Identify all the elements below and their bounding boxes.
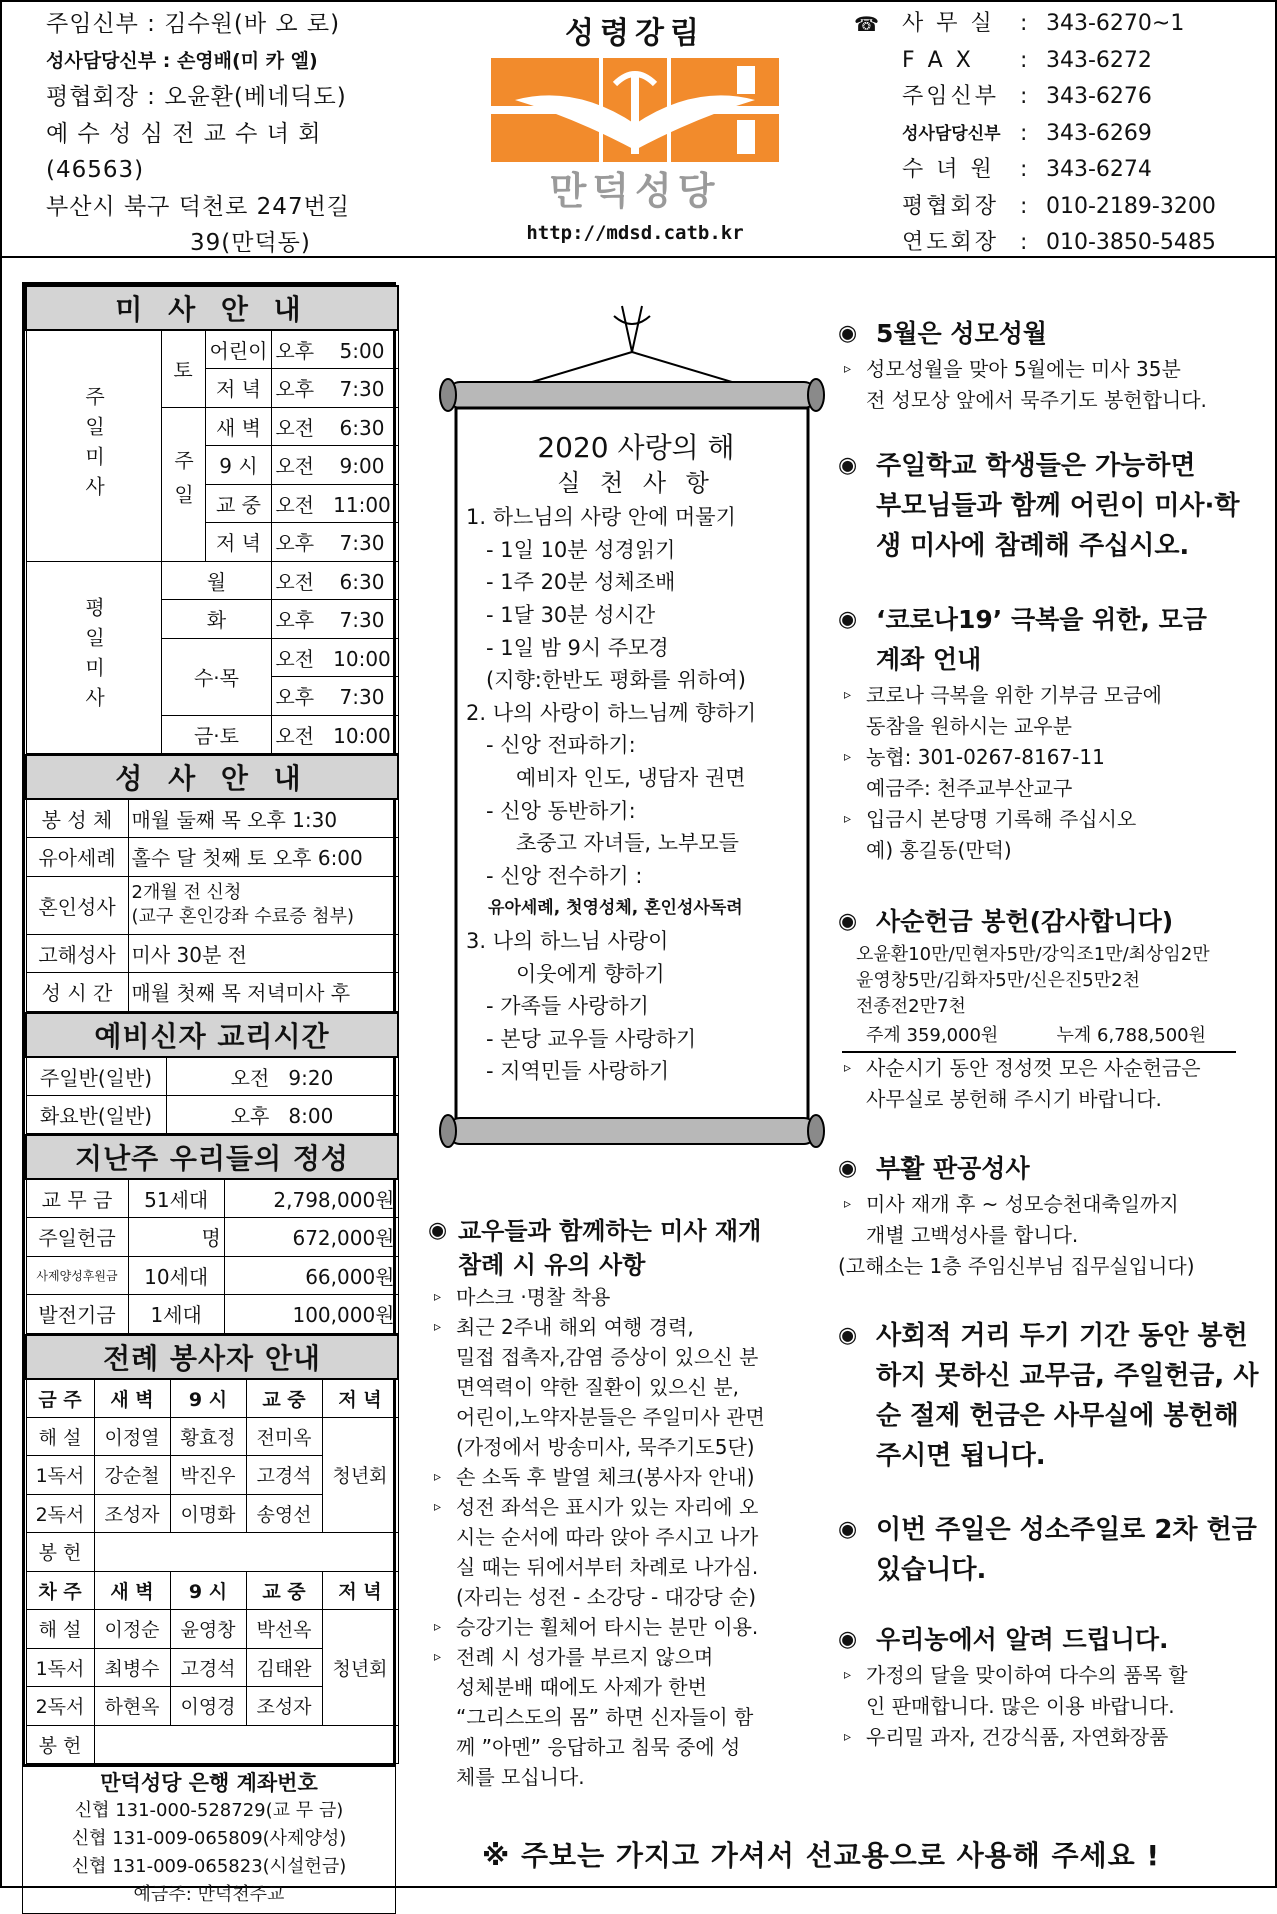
lent-text: ▹ 사순시기 동안 정성껏 모은 사순헌금은 bbox=[838, 1053, 1268, 1084]
footer-notice: ※ 주보는 가지고 가셔서 선교용으로 사용해 주세요 ! bbox=[482, 1839, 1161, 1872]
practice-item: - 지역민들 사랑하기 bbox=[486, 1059, 670, 1084]
contact-row: 성사담당신부 : 343-6269 bbox=[902, 120, 1152, 146]
farm-section bbox=[838, 1620, 1268, 1753]
notice-item: 체를 모십니다. bbox=[456, 1765, 585, 1789]
scroll-title: 2020 사랑의 해 bbox=[537, 431, 735, 464]
address-line2: 39(만덕동) bbox=[190, 230, 311, 256]
scroll-subtitle: 실 천 사 항 bbox=[557, 468, 715, 497]
corona-item: ▹ 입금시 본당명 기록해 주십시오 bbox=[838, 804, 1268, 835]
section-title: 순 절제 헌금은 사무실에 봉헌해 bbox=[876, 1401, 1239, 1431]
notice-item: ▹ 성전 좌석은 표시가 있는 자리에 오 bbox=[428, 1492, 828, 1522]
may-text: 전 성모상 앞에서 묵주기도 봉헌합니다. bbox=[866, 388, 1207, 412]
logo-text: 만덕성당 bbox=[549, 169, 721, 213]
postal-code: (46563) bbox=[46, 157, 145, 183]
cumulative-total: 누계 6,788,500원 bbox=[1056, 1025, 1206, 1046]
marker-icon: ▹ bbox=[844, 1060, 852, 1076]
practice-item: - 1주 20분 성체조배 bbox=[486, 570, 676, 595]
corona-item: 예금주: 천주교부산교구 bbox=[866, 776, 1073, 800]
sunday-mass-label: 주일미사 bbox=[26, 330, 161, 561]
notice-item: 밀접 접촉자,감염 증상이 있으신 분 bbox=[456, 1345, 759, 1369]
contact-row: F A X : 343-6272 bbox=[902, 47, 1152, 73]
notice-item: 어린이,노약자분들은 주일미사 관면 bbox=[456, 1405, 765, 1429]
marker-icon: ▹ bbox=[434, 1499, 442, 1515]
notice-title: 교우들과 함께하는 미사 재개 bbox=[458, 1217, 762, 1245]
practice-item: 2. 나의 사랑이 하느님께 향하기 bbox=[466, 700, 757, 725]
practice-item: - 신앙 동반하기: bbox=[486, 798, 636, 823]
address-line1: 부산시 북구 덕천로 247번길 bbox=[46, 193, 351, 220]
sacrament-table: 성 사 안 내 봉 성 체 매월 둘째 목 오후 1:30 유아세례 홀수 달 첫째 토 오후 6:00 혼인성사 2개월 전 신청 (교구 혼인강좌 수료증 첨부) 고해성사 미사 30분 전 성 시 간 매월 첫째 목 저녁미사 후 bbox=[25, 754, 399, 1012]
notice-item: (자리는 성전 - 소강당 - 대강당 순) bbox=[456, 1585, 757, 1609]
marker-icon: ▹ bbox=[844, 749, 852, 765]
section-title: ◉ 부활 판공성사 bbox=[838, 1149, 1268, 1189]
practice-list bbox=[466, 432, 806, 1088]
practice-item: 이웃에게 향하기 bbox=[516, 961, 665, 986]
donor-line: 전종전2만7천 bbox=[856, 996, 966, 1017]
may-text: ▹ 성모성월을 맞아 5월에는 미사 35분 bbox=[838, 354, 1268, 385]
section-title: 하지 못하신 교무금, 주일헌금, 사 bbox=[876, 1361, 1259, 1391]
confession-text: ▹ 미사 재개 후 ~ 성모승천대축일까지 bbox=[838, 1189, 1268, 1220]
section-title: 주시면 됩니다. bbox=[876, 1441, 1046, 1471]
weekday-mass-label: 평일미사 bbox=[26, 561, 161, 754]
sisters-line: 예 수 성 심 전 교 수 녀 회 bbox=[46, 120, 322, 147]
notice-item: ▹ 승강기는 휠체어 타시는 분만 이용. bbox=[428, 1612, 828, 1642]
mass-schedule-table: 미 사 안 내 주일미사 토 어린이 오후 5:00 저 녁 오후 7:30 주일 새 벽 오전 6:30 9 시 오전 9:00 교 중 오전 11:00 저 녁 오후 7:30 평일미사 월 오전 6:30 화 오후 7:30 수·목 오전 10:00 오후 7:30 금·토 오전 10:00 bbox=[25, 285, 399, 754]
contact-row: 수 녀 원 : 343-6274 bbox=[902, 157, 1152, 182]
notice-title: 참례 시 유의 사항 bbox=[458, 1251, 646, 1279]
notice-item: ▹ 전례 시 성가를 부르지 않으며 bbox=[428, 1642, 828, 1672]
notice-item: (가정에서 방송미사, 묵주기도5단) bbox=[456, 1435, 755, 1459]
section-title: ◉ 사순헌금 봉헌(감사합니다) bbox=[838, 902, 1268, 942]
corona-item: ▹ 농협: 301-0267-8167-11 bbox=[838, 742, 1268, 773]
bullet-icon: ◉ bbox=[838, 1517, 858, 1542]
practice-item: 유아세례, 첫영성체, 혼인성사독려 bbox=[488, 898, 743, 919]
practice-item: 3. 나의 하느님 사랑이 bbox=[466, 928, 669, 953]
contact-list bbox=[854, 6, 1264, 262]
weekly-total: 주계 359,000원 bbox=[866, 1025, 999, 1046]
practice-item: (지향:한반도 평화를 위하여) bbox=[486, 668, 746, 693]
practice-item: - 1달 30분 성시간 bbox=[486, 602, 656, 627]
corona-item: 동참을 원하시는 교우분 bbox=[866, 714, 1072, 738]
parish-logo bbox=[485, 54, 785, 214]
bullet-icon: ◉ bbox=[838, 1323, 858, 1348]
marker-icon: ▹ bbox=[844, 1667, 852, 1683]
bullet-icon: ◉ bbox=[428, 1218, 448, 1243]
bank-accounts: 만덕성당 은행 계좌번호 신협 131-000-528729(교 무 금) 신협 131-009-065809(사제양성) 신협 131-009-065823(시설헌금) 예금주: 만덕천주교 bbox=[22, 1767, 396, 1914]
practice-item: - 가족들 사랑하기 bbox=[486, 994, 649, 1019]
notice-item: 성체분배 때에도 사제가 한번 bbox=[456, 1675, 707, 1699]
parish-url[interactable]: http://mdsd.catb.kr bbox=[526, 222, 744, 244]
section-title: 부모님들과 함께 어린이 미사·학 bbox=[876, 491, 1240, 521]
mass-resume-notice bbox=[428, 1214, 828, 1792]
lent-offering-section bbox=[838, 902, 1268, 1115]
phone-icon: ☎ bbox=[854, 12, 879, 36]
section-title: 계좌 언내 bbox=[876, 645, 982, 674]
section-title: 생 미사에 참례해 주십시오. bbox=[876, 531, 1190, 561]
notice-item: “그리스도의 몸” 하면 신자들이 함 bbox=[456, 1705, 754, 1729]
catechumen-table: 예비신자 교리시간 주일반(일반) 오전 9:20 화요반(일반) 오후 8:00 bbox=[25, 1012, 399, 1135]
sacrament-priest-line: 성사담당신부 : 손영배(미 카 엘) bbox=[46, 49, 318, 72]
parish-info bbox=[46, 6, 436, 262]
marker-icon: ▹ bbox=[434, 1469, 442, 1485]
practice-item: - 본당 교우들 사랑하기 bbox=[486, 1026, 697, 1051]
parish-logo-block bbox=[470, 8, 800, 244]
practice-item: 예비자 인도, 냉담자 권면 bbox=[516, 765, 746, 790]
bullet-icon: ◉ bbox=[838, 1627, 858, 1652]
notice-item: 께 ”아멘” 응답하고 침묵 중에 성 bbox=[456, 1735, 741, 1759]
bullet-icon: ◉ bbox=[838, 453, 858, 478]
pastor-line: 주임신부 : 김수원(바 오 로) bbox=[46, 11, 341, 37]
marker-icon: ▹ bbox=[844, 811, 852, 827]
council-line: 평협회장 : 오윤환(베네딕도) bbox=[46, 84, 347, 110]
second-collection-section bbox=[838, 1510, 1268, 1590]
confession-section bbox=[838, 1149, 1268, 1282]
marker-icon: ▹ bbox=[434, 1319, 442, 1335]
love-year-scroll bbox=[432, 292, 832, 1162]
contact-row: ☎ 사 무 실 : 343-6270~1 bbox=[854, 6, 1264, 43]
confession-text: 개별 고백성사를 합니다. bbox=[866, 1223, 1079, 1247]
right-column bbox=[838, 314, 1268, 1753]
section-title: ◉ 주일학교 학생들은 가능하면 bbox=[838, 446, 1268, 486]
section-title: ◉ 우리농에서 알려 드립니다. bbox=[838, 1620, 1268, 1660]
marker-icon: ▹ bbox=[844, 1729, 852, 1745]
marker-icon: ▹ bbox=[844, 687, 852, 703]
may-section bbox=[838, 314, 1268, 416]
farm-item: 인 판매합니다. 많은 이용 바랍니다. bbox=[866, 1694, 1175, 1718]
left-column bbox=[22, 282, 396, 1914]
feast-title: 성령강림 bbox=[565, 16, 705, 51]
practice-item: 초중고 자녀들, 노부모들 bbox=[516, 831, 739, 856]
section-title: ◉ 사회적 거리 두기 기간 동안 봉헌 bbox=[838, 1316, 1268, 1356]
notice-item: 면역력이 약한 질환이 있으신 분, bbox=[456, 1375, 739, 1399]
marker-icon: ▹ bbox=[844, 361, 852, 377]
practice-item: - 1일 10분 성경읽기 bbox=[486, 537, 676, 562]
school-section bbox=[838, 446, 1268, 566]
notice-item: ▹ 최근 2주내 해외 여행 경력, bbox=[428, 1312, 828, 1342]
corona-section bbox=[838, 600, 1268, 866]
distancing-section bbox=[838, 1316, 1268, 1476]
servers-table: 전례 봉사자 안내 금 주 새 벽 9 시 교 중 저 녁 해 설 이정열 황효정 전미옥 청년회 1독서 강순철 박진우 고경석 2독서 조성자 이명화 송영선 봉 헌 차 주 새 벽 9 시 교 중 저 녁 해 설 이정순 윤영창 박선옥 청년회 1독서 최병수 고경석 김태완 2독서 하현옥 이영경 조성자 봉 헌 bbox=[25, 1334, 399, 1765]
practice-item: 1. 하느님의 사랑 안에 머물기 bbox=[466, 505, 736, 530]
bullet-icon: ◉ bbox=[838, 607, 858, 632]
contact-row: 평협회장 : 010-2189-3200 bbox=[902, 193, 1216, 219]
marker-icon: ▹ bbox=[844, 1196, 852, 1212]
marker-icon: ▹ bbox=[434, 1289, 442, 1305]
bullet-icon: ◉ bbox=[838, 321, 858, 346]
header bbox=[2, 2, 1275, 258]
section-title: 있습니다. bbox=[876, 1555, 987, 1585]
farm-item: ▹ 우리밀 과자, 건강식품, 자연화장품 bbox=[838, 1722, 1268, 1753]
notice-item: ▹ 마스크 ·명찰 착용 bbox=[428, 1282, 828, 1312]
offerings-table: 지난주 우리들의 정성 교 무 금 51세대 2,798,000원 주일헌금 명 672,000원 사제양성후원금 10세대 66,000원 발전기금 1세대 100,000원 bbox=[25, 1134, 399, 1334]
confession-note: (고해소는 1층 주임신부님 집무실입니다) bbox=[838, 1254, 1195, 1278]
farm-item: ▹ 가정의 달을 맞이하여 다수의 품목 할 bbox=[838, 1660, 1268, 1691]
mass-title: 미 사 안 내 bbox=[26, 286, 398, 330]
corona-item: ▹ 코로나 극복을 위한 기부금 모금에 bbox=[838, 680, 1268, 711]
contact-row: 연도회장 : 010-3850-5485 bbox=[902, 230, 1216, 255]
section-title: ◉ 5월은 성모성월 bbox=[838, 314, 1268, 354]
marker-icon: ▹ bbox=[434, 1649, 442, 1665]
donor-line: 오윤환10만/민현자5만/강익조1만/최상임2만 bbox=[856, 944, 1210, 965]
lent-text: 사무실로 봉헌해 주시기 바랍니다. bbox=[866, 1087, 1162, 1111]
corona-item: 예) 홍길동(만덕) bbox=[866, 838, 1012, 862]
donor-line: 윤영창5만/김화자5만/신은진5만2천 bbox=[856, 970, 1140, 991]
practice-item: - 신앙 전수하기 : bbox=[486, 863, 643, 888]
offering-totals bbox=[842, 1020, 1236, 1053]
marker-icon: ▹ bbox=[434, 1619, 442, 1635]
notice-item: ▹ 손 소독 후 발열 체크(봉사자 안내) bbox=[428, 1462, 828, 1492]
contact-row: 주임신부 : 343-6276 bbox=[902, 84, 1152, 109]
notice-item: 실 때는 뒤에서부터 차례로 나가심. bbox=[456, 1555, 759, 1579]
bullet-icon: ◉ bbox=[838, 1156, 858, 1181]
notice-item: 시는 순서에 따라 앉아 주시고 나가 bbox=[456, 1525, 759, 1549]
section-title: ◉ ‘코로나19’ 극복을 위한, 모금 bbox=[838, 600, 1268, 640]
section-title: ◉ 이번 주일은 성소주일로 2차 헌금 bbox=[838, 1510, 1268, 1550]
practice-item: - 1일 밤 9시 주모경 bbox=[486, 635, 669, 660]
practice-item: - 신앙 전파하기: bbox=[486, 733, 636, 758]
bullet-icon: ◉ bbox=[838, 909, 858, 934]
